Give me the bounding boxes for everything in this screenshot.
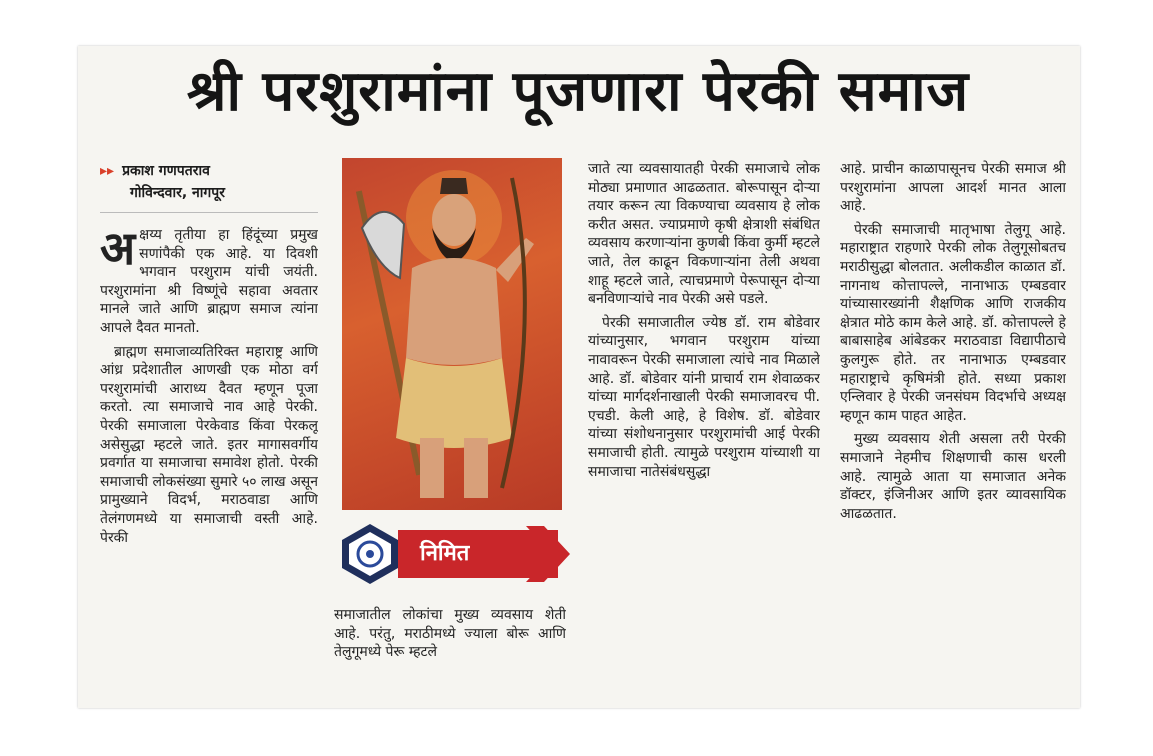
paragraph: जाते त्या व्यवसायातही पेरकी समाजाचे लोक मोठ्या प्रमाणात आढळतात. बोरूपासून दोऱ्या तयार करून त्या विकण्याचा व्यवसाय हे लोक करीत असत. ज्याप्रमाणे कृषी क्षेत्राशी संबंधित व्यवसाय करणाऱ्यांना कुणबी किंवा कुर्मी म्हटले जाते, तेल काढून विकणाऱ्यांना तेली अथवा शाहू म्हटले जाते, त्याचप्रमाणे पेरूपासून दोऱ्या बनविणाऱ्यांचे नाव पेरकी असे पडले.: [588, 161, 820, 308]
parashuram-figure-icon: [342, 158, 562, 510]
paragraph: पेरकी समाजाची मातृभाषा तेलुगू आहे. महाराष्ट्रात राहणारे पेरकी लोक तेलुगूसोबतच मराठीसुद्धा बोलतात. अलीकडील काळात डॉ. नागनाथ कोत्तापल्ले, नानाभाऊ एम्बडवार यांच्यासारख्यांनी शैक्षणिक आणि राजकीय क्षेत्रात मोठे काम केले आहे. डॉ. कोत्तापल्ले हे बाबासाहेब आंबेडकर मराठवाडा विद्यापीठाचे कुलगुरू होते. तर नानाभाऊ एम्बडवार महाराष्ट्राचे कृषिमंत्री होते. सध्या प्रकाश एन्लिवार हे पेरकी जनसंघम विदर्भाचे अध्यक्ष म्हणून काम पाहत आहेत.: [840, 221, 1066, 424]
paragraph: [100, 226, 318, 338]
byline-place: गोविन्दवार, नागपूर: [130, 185, 225, 201]
paragraph: ब्राह्मण समाजाव्यतिरिक्त महाराष्ट्र आणि आंध्र प्रदेशातील आणखी एक मोठा वर्ग परशुरामांची आराध्य दैवत म्हणून पूजा करतो. त्या समाजाचे नाव आहे पेरकी. पेरकी समाजाला पेरकेवाड किंवा पेरकलू असेसुद्धा म्हटले जाते. इतर मागासवर्गीय प्रवर्गात या समाजाचा समावेश होतो. पेरकी समाजाची लोकसंख्या सुमारे ५० लाख असून प्रामुख्याने विदर्भ, मराठवाडा आणि तेलंगणमध्ये या समाजाची वस्ती आहे. पेरकी: [100, 343, 318, 546]
parashuram-illustration: [342, 158, 562, 510]
section-badge: [338, 516, 570, 594]
paragraph-text: क्षय्य तृतीया हा हिंदूंच्या प्रमुख सणांपैकी एक आहे. या दिवशी भगवान परशुराम यांची जयंती. परशुरामांना श्री विष्णूंचे सहावा अवतार मानले जाते आणि ब्राह्मण समाज त्यांना आपले दैवत मानतो.: [100, 227, 318, 336]
column-1: [100, 226, 318, 686]
byline: [100, 160, 315, 204]
chevron-right-icon: [526, 526, 570, 582]
paragraph: समाजातील लोकांचा मुख्य व्यवसाय शेती आहे. परंतु, मराठीमध्ये ज्याला बोरू आणि तेलुगूमध्ये पेरू म्हटले: [334, 607, 566, 661]
byline-arrow-icon: ▸▸: [100, 163, 115, 179]
paragraph: आहे. प्राचीन काळापासूनच पेरकी समाज श्री परशुरामांना आपला आदर्श मानत आला आहे.: [840, 161, 1066, 215]
paragraph: पेरकी समाजातील ज्येष्ठ डॉ. राम बोडेवार यांच्यानुसार, भगवान परशुराम यांच्या नावावरून पेरकी समाजाला त्यांचे नाव मिळाले आहे. डॉ. बोडेवार यांनी प्राचार्य राम शेवाळकर यांच्या मार्गदर्शनाखाली पेरकी समाजावरच पी. एचडी. केली आहे, हे विशेष. डॉ. बोडेवार यांच्या संशोधनानुसार परशुरामांची आई पेरकी समाजाची होती. त्यामुळे परशुराम यांच्याशी या समाजाचा नातेसंबंधसुद्धा: [588, 314, 820, 480]
headline: श्री परशुरामांना पूजणारा पेरकी समाज: [186, 59, 970, 124]
byline-divider: [100, 212, 318, 213]
column-4: [840, 160, 1066, 690]
drop-cap: अ: [100, 226, 136, 275]
column-2-bottom: [334, 606, 566, 690]
byline-name: प्रकाश गणपतराव: [122, 163, 210, 179]
paragraph: मुख्य व्यवसाय शेती असला तरी पेरकी समाजाने नेहमीच शिक्षणाची कास धरली आहे. त्यामुळे आता या समाजात अनेक डॉक्टर, इंजिनीअर आणि इतर व्यावसायिक आढळतात.: [840, 431, 1066, 522]
column-3: [588, 160, 820, 690]
section-label: निमित: [398, 530, 558, 578]
hexagon-logo-icon: [338, 522, 402, 586]
